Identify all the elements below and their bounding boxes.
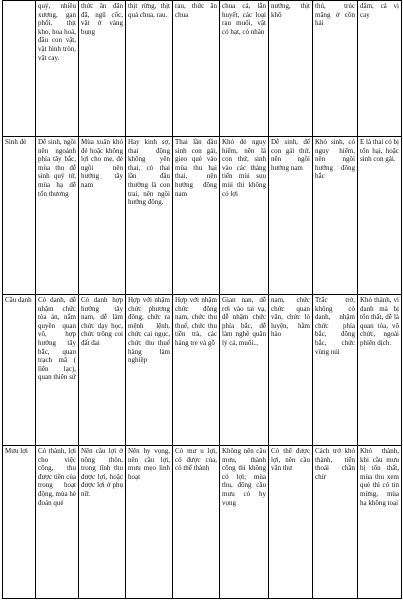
data-table: [2, 0, 402, 599]
table-cell: đầm, cá vị cay: [358, 1, 402, 137]
row-label: Cầu danh: [3, 295, 36, 446]
table-cell: E là thai có bị tổn hại, hoặc sinh con gái.: [358, 137, 402, 295]
table-cell: thú, trúc măng ở cồn hải: [313, 1, 358, 137]
table-cell: Mùa xuân khó đẻ hoặc không lợi cho mẹ, đẻ ngồi nên hướng tây nam: [79, 137, 126, 295]
table-cell: Có thành, lợi cho việc công, thu được tiền của trong hoạt động, mùa hè đoán quẻ: [36, 446, 79, 599]
table-cell: nam, chức chức quan văn, chức lò luyện, hầm hào: [269, 295, 313, 446]
table-cell: Có danh hợp hướng tây nam, dễ làm chức dạy học, chức trông coi đất đai: [79, 295, 126, 446]
table-row: [3, 295, 402, 446]
table-cell: Thai lần đầu sinh con gái, gieo quẻ vào mùa thu hại thai, nên hướng đông nam: [173, 137, 220, 295]
table-row: [3, 1, 402, 137]
table-cell: Nên hy vọng, nên cầu lợi, mưu mẹo linh hoạt: [126, 446, 173, 599]
table-cell: thịt rừng, thịt quả chua, rau.: [126, 1, 173, 137]
row-label: Mưu lợi: [3, 446, 36, 599]
table-cell: quý, nhiều xương, gan phổi, thịt kho, hoa hoả, đầu con vật, vật hình tròn, vật cay.: [36, 1, 79, 137]
table-cell: Hay kinh sợ, thai động không yên thai, có thai lần đầu thường là con trai, nên ngồi hướng đông.: [126, 137, 173, 295]
table-cell: chua cá, lẫn huyết, các loại rau muối, vật có hạt, có nhân: [220, 1, 269, 137]
table-cell: Cách trở khó thành, tiến thoái chần chừ: [313, 446, 358, 599]
table-cell: Nên cầu lợi ở nông thôn, trong tĩnh thu được lợi, hoặc được lợi ở phụ nữ.: [79, 446, 126, 599]
table-cell: Dễ sinh, ngồi nên ngoảnh phía tây bắc, mùa thu dễ sinh quý tử, mùa hạ dễ tổn thương: [36, 137, 79, 295]
table-cell: Dễ sinh, để con gái thứ, nên ngồi hướng nam: [269, 137, 313, 295]
table-cell: Hợp với nhậm chức phương đông, chức ra mệnh lệnh, chức cai ngục, chức thu thuế hàng làm nghiệp: [126, 295, 173, 446]
table-cell: Khó thành, vì danh mà bị tổn thất, dễ là quan tòa, võ chức, ngoài phiên dịch.: [358, 295, 402, 446]
row-label: Sinh đẻ: [3, 137, 36, 295]
table-cell: Trắc trở, không có danh, nhậm chức phía bắc, đông bắc, chức vùng núi: [313, 295, 358, 446]
table-cell: Hợp với nhậm chức đông nam, chức thu thuế, chức thu tiền trà, các hàng tre và gỗ: [173, 295, 220, 446]
table-cell: thức ăn đãn đã, ngũ cốc, vật ở vàng bụng: [79, 1, 126, 137]
table-cell: Có mư u lợi, có được của, có thể thành: [173, 446, 220, 599]
table-cell: Khó đẻ nguy hiểm, nên là con thứ, sinh vào các tháng tiến mùi suu mùi thì không có lợi: [220, 137, 269, 295]
table-cell: Gian nan, dễ rơi vào tai vạ, dễ nhậm chức phía bắc, dễ làm nghề quân lý cá, muối...: [220, 295, 269, 446]
table-cell: Có thể được lợi, nên cầu văn thư: [269, 446, 313, 599]
table-cell: Khó thành, khi cầu mưu bị tổn thất, mùa thu xem quẻ thì có tin mừng, mùa hạ không toại: [358, 446, 402, 599]
table-cell: Không nên cầu mưu, thành công thì không có lợi; mùa thu, đông cầu mưu có hy vọng: [220, 446, 269, 599]
row-label: [3, 1, 36, 137]
table-cell: Khó sinh, có nguy hiểm, nên ngồi hướng đông bắc: [313, 137, 358, 295]
table-row: [3, 446, 402, 599]
document-page: [2, 0, 401, 604]
table-cell: rau, thức ăn chua: [173, 1, 220, 137]
table-cell: Có danh, dễ nhậm chức tòa án, nắm quyền quan võ, hợp hướng tây bắc, quan trạch mã ( liên lạc), quan thiên sứ: [36, 295, 79, 446]
table-cell: nướng, thịt khô: [269, 1, 313, 137]
table-row: [3, 137, 402, 295]
